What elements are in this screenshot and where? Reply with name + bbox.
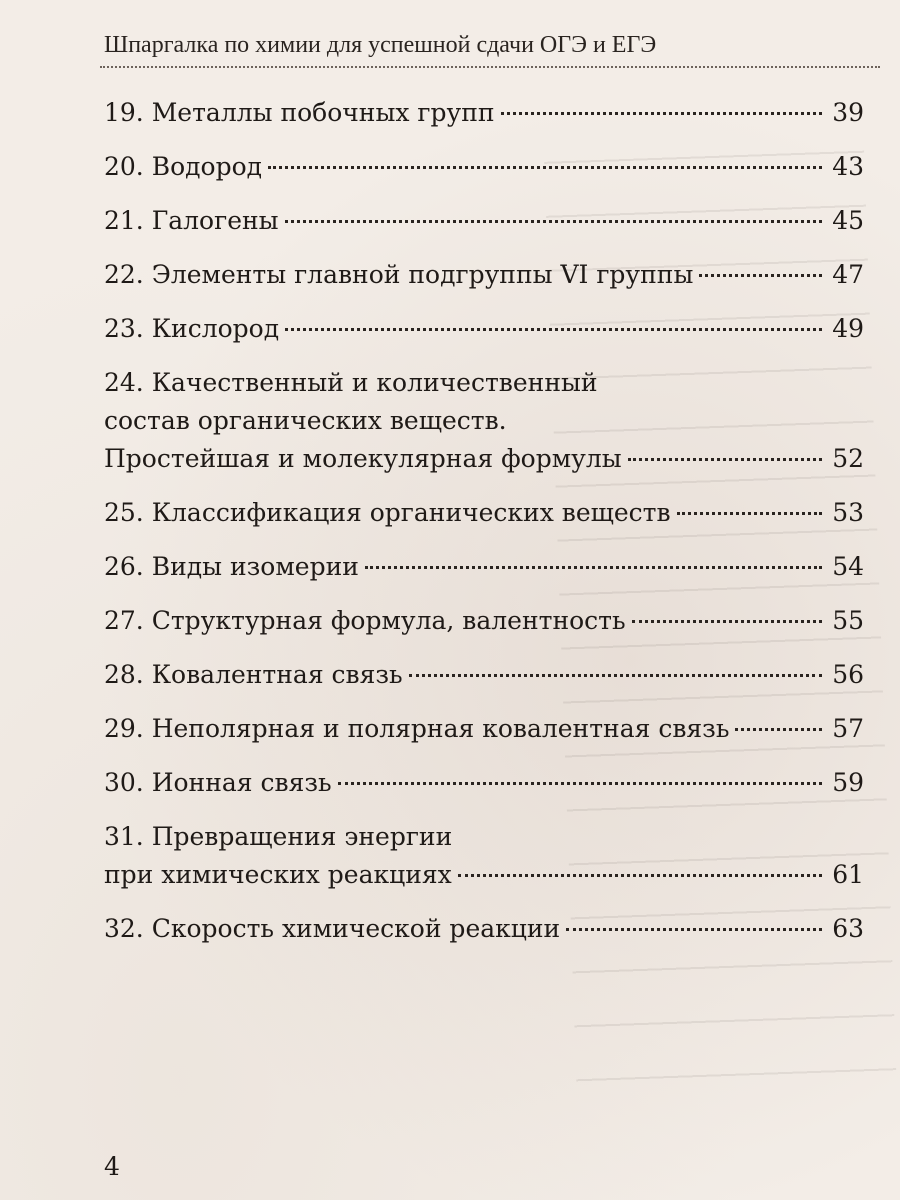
toc-entry-page-number: 39 (832, 98, 864, 127)
toc-entry-row (104, 94, 864, 132)
table-of-contents (104, 94, 864, 948)
toc-spacer (104, 240, 864, 256)
toc-entry-row (104, 656, 864, 694)
dot-leader (677, 512, 823, 515)
dot-leader (268, 166, 822, 169)
toc-entry-title: 32. Скорость химической реакции (104, 914, 561, 943)
toc-entry[interactable] (104, 494, 864, 532)
toc-entry-row (104, 764, 864, 802)
dot-leader (699, 274, 822, 277)
dot-leader (458, 874, 822, 877)
page-number: 4 (104, 1152, 120, 1181)
toc-spacer (104, 294, 864, 310)
toc-entry[interactable] (104, 910, 864, 948)
toc-spacer (104, 586, 864, 602)
toc-entry-page-number: 47 (832, 260, 864, 289)
toc-entry-row (104, 256, 864, 294)
toc-entry-page-number: 57 (832, 714, 864, 743)
toc-spacer (104, 640, 864, 656)
toc-entry-page-number: 53 (832, 498, 864, 527)
toc-spacer (104, 802, 864, 818)
toc-entry[interactable] (104, 602, 864, 640)
toc-entry-row (104, 548, 864, 586)
toc-entry[interactable] (104, 364, 864, 478)
toc-spacer (104, 748, 864, 764)
toc-entry-row (104, 910, 864, 948)
toc-entry-title-line: 24. Качественный и количественный (104, 368, 598, 397)
running-header: Шпаргалка по химии для успешной сдачи ОГЭ и ЕГЭ (104, 32, 657, 58)
toc-entry-title: Простейшая и молекулярная формулы (104, 444, 622, 473)
toc-spacer (104, 348, 864, 364)
toc-spacer (104, 532, 864, 548)
toc-entry[interactable] (104, 256, 864, 294)
toc-entry-title-line: состав органических веществ. (104, 406, 507, 435)
dot-leader (501, 112, 823, 115)
toc-entry-page-number: 43 (832, 152, 864, 181)
toc-entry-title: при химических реакциях (104, 860, 452, 889)
toc-entry-row (104, 856, 864, 894)
toc-entry-title: 26. Виды изомерии (104, 552, 359, 581)
toc-entry-row (104, 602, 864, 640)
toc-entry[interactable] (104, 764, 864, 802)
toc-entry-title-line: 31. Превращения энергии (104, 822, 453, 851)
toc-entry-row (104, 494, 864, 532)
toc-entry-title: 25. Классификация органических веществ (104, 498, 671, 527)
toc-entry-title: 23. Кислород (104, 314, 280, 343)
dot-leader (628, 458, 823, 461)
dot-leader (409, 674, 823, 677)
toc-entry-title: 21. Галогены (104, 206, 279, 235)
toc-entry[interactable] (104, 148, 864, 186)
dot-leader (285, 220, 823, 223)
toc-entry-page-number: 52 (832, 444, 864, 473)
toc-entry-page-number: 55 (832, 606, 864, 635)
toc-entry-row (104, 710, 864, 748)
toc-entry[interactable] (104, 310, 864, 348)
toc-entry-page-number: 45 (832, 206, 864, 235)
header-divider (100, 66, 880, 68)
toc-entry-title: 19. Металлы побочных групп (104, 98, 495, 127)
toc-entry[interactable] (104, 656, 864, 694)
toc-spacer (104, 186, 864, 202)
toc-spacer (104, 694, 864, 710)
toc-entry-row (104, 310, 864, 348)
toc-spacer (104, 132, 864, 148)
toc-spacer (104, 894, 864, 910)
dot-leader (285, 328, 822, 331)
toc-entry-page-number: 63 (832, 914, 864, 943)
toc-entry-page-number: 61 (832, 860, 864, 889)
toc-entry-title: 22. Элементы главной подгруппы VI группы (104, 260, 694, 289)
toc-spacer (104, 478, 864, 494)
dot-leader (735, 728, 822, 731)
toc-entry-title: 27. Структурная формула, валентность (104, 606, 626, 635)
toc-entry-title: 20. Водород (104, 152, 263, 181)
toc-entry-page-number: 49 (832, 314, 864, 343)
dot-leader (338, 782, 823, 785)
toc-entry-page-number: 54 (832, 552, 864, 581)
toc-entry[interactable] (104, 818, 864, 894)
dot-leader (566, 928, 822, 931)
toc-entry[interactable] (104, 202, 864, 240)
toc-entry-row (104, 202, 864, 240)
toc-entry[interactable] (104, 710, 864, 748)
toc-entry-title: 30. Ионная связь (104, 768, 332, 797)
toc-entry[interactable] (104, 548, 864, 586)
toc-entry[interactable] (104, 94, 864, 132)
toc-entry-row (104, 440, 864, 478)
dot-leader (365, 566, 822, 569)
toc-entry-page-number: 56 (832, 660, 864, 689)
toc-entry-title: 28. Ковалентная связь (104, 660, 403, 689)
toc-entry-page-number: 59 (832, 768, 864, 797)
toc-entry-title: 29. Неполярная и полярная ковалентная связь (104, 714, 730, 743)
toc-entry-row (104, 148, 864, 186)
dot-leader (632, 620, 823, 623)
